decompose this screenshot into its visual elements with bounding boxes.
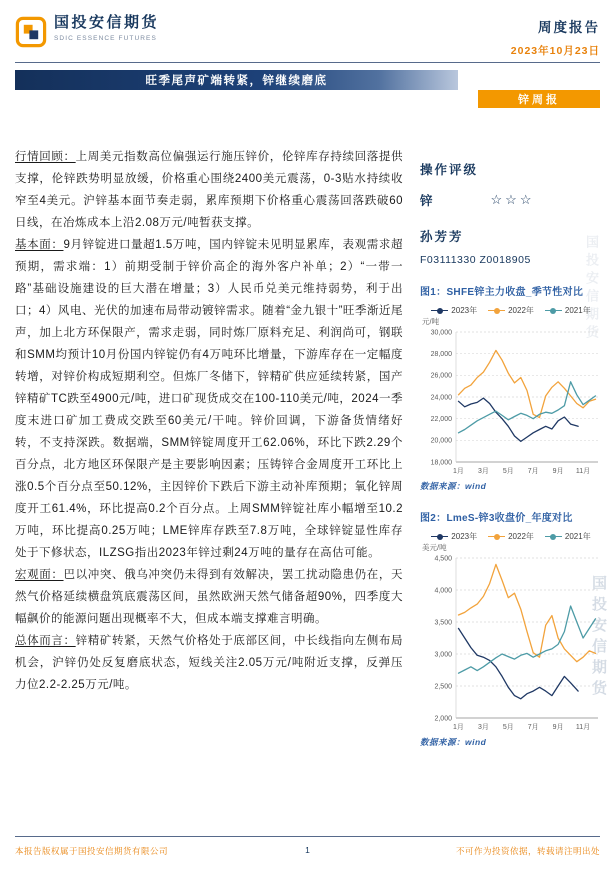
company-logo [15, 14, 159, 58]
report-title: 旺季尾声矿端转紧，锌继续磨底 [145, 75, 328, 87]
svg-text:28,000: 28,000 [430, 351, 452, 359]
header-right [511, 14, 600, 58]
logo-text [54, 14, 159, 42]
legend-item [431, 531, 477, 542]
chart1-source: 数据来源：wind [420, 481, 487, 491]
chart2-caption: 图2：LmeS-锌3收盘价_年度对比 [420, 513, 573, 524]
svg-text:9月: 9月 [552, 468, 564, 475]
rating-row [420, 191, 602, 209]
svg-text:22,000: 22,000 [430, 416, 452, 424]
chart2-line-chart [420, 554, 602, 732]
svg-text:30,000: 30,000 [430, 329, 452, 337]
zinc-weekly-tab [478, 90, 600, 108]
legend-marker-icon [545, 533, 562, 541]
series-line-1 [459, 350, 596, 417]
series-line-2 [459, 606, 596, 673]
legend-marker-icon [488, 533, 505, 541]
footer-page-number: 1 [305, 845, 310, 855]
body-paragraph: 宏观面：巴以冲突、俄乌冲突仍未得到有效解决，罢工扰动隐患仍在，天然气价格延续横盘筑底震荡区间，虽然欧洲天然气储备超90%，四季度大幅飙价的能源问题出现概率不大，但成本端支撑难言明确。 [15, 569, 403, 625]
svg-text:2,500: 2,500 [434, 683, 452, 691]
legend-marker-icon [431, 533, 448, 541]
legend-marker-icon [431, 307, 448, 315]
chart2-source: 数据来源：wind [420, 737, 487, 747]
analyst-codes: F03111330 Z0018905 [420, 254, 531, 266]
legend-label: 2021年 [564, 306, 591, 315]
company-logo-icon [15, 16, 47, 48]
footer-copyright: 本报告版权属于国投安信期货有限公司 [15, 846, 169, 856]
svg-text:24,000: 24,000 [430, 394, 452, 402]
logo-text-en: SDIC ESSENCE FUTURES [54, 34, 157, 42]
footer-divider [15, 836, 600, 837]
series-line-0 [459, 398, 579, 441]
zinc-weekly-tab-label: 锌周报 [518, 94, 560, 106]
svg-text:3,000: 3,000 [434, 651, 452, 659]
line-chart-svg [420, 554, 602, 732]
paragraph-lead: 宏观面： [15, 569, 64, 581]
svg-text:18,000: 18,000 [430, 459, 452, 467]
svg-text:3月: 3月 [477, 724, 489, 731]
header-divider [15, 62, 600, 63]
body-paragraph: 基本面：9月锌锭进口量超1.5万吨，国内锌锭未见明显累库，表观需求超预期，需求端：1）前期受制于锌价高企的海外客户补单；2）“一带一路”基础设施建设的巨大潜在增量；3）人民币兑美元维持弱势，利于出口；4）风电、光伏的加速布局带动镀锌需求。随着“金九银十”旺季渐近尾声，加上北方环保限产，需求走弱，同时炼厂原料充足、利润尚可，钢联和SMM均预计10月份国内锌锭仍有4万吨环比增量，下游库存在一定幅度转增，对锌价构成短期利空。但炼厂冬储下，锌精矿供应延续转紧，国产锌精矿TC跌至4900元/吨，进口矿现货成交在100-110美元/吨，2024一季度末进口矿加工费成交跌至60美元/干吨。锌价回调，下游备货情绪好转，不支持深跌。数据端，SMM锌锭周度开工62.06%，环比下跌2.29个百分点，北方地区环保限产是主要影响因素；压铸锌合金周度开工环比上涨0.5个百分点至50.12%，主因锌价下跌后下游主动补库预期；氧化锌周度开工61.4%，环比提高0.2个百分点。上周SMM锌锭社库小幅增至10.2万吨，环比提高0.25万吨；LME锌库存跌至7.8万吨，全球锌锭显性库存处于下修状态，ILZSG指出2023年锌过剩24万吨的量存在高估可能。 [15, 239, 403, 559]
legend-item [431, 305, 477, 316]
footer [15, 845, 600, 859]
svg-text:9月: 9月 [552, 724, 564, 731]
title-banner [15, 70, 458, 90]
report-date: 2023年10月23日 [510, 45, 600, 57]
chart2-legend [420, 531, 602, 542]
chart2-unit: 美元/吨 [422, 543, 447, 552]
legend-item [545, 305, 591, 316]
chart1-legend [420, 305, 602, 316]
legend-label: 2021年 [564, 532, 591, 541]
legend-marker-icon [488, 307, 505, 315]
paragraph-lead: 行情回顾： [15, 151, 76, 163]
header [15, 14, 600, 58]
rating-stars: ☆☆☆ [490, 192, 535, 207]
svg-text:11月: 11月 [575, 724, 591, 731]
svg-text:20,000: 20,000 [430, 437, 452, 445]
svg-text:1月: 1月 [453, 468, 464, 475]
logo-text-cn: 国投安信期货 [54, 14, 160, 31]
series-line-1 [459, 564, 596, 661]
line-chart-svg [420, 328, 602, 476]
legend-label: 2022年 [508, 532, 534, 541]
chart-block-lme [420, 509, 602, 748]
footer-disclaimer: 不可作为投资依据，转载请注明出处 [455, 846, 600, 856]
legend-label: 2022年 [508, 306, 534, 315]
body-paragraph: 总体而言：锌精矿转紧，天然气价格处于底部区间，中长线指向左侧布局机会，沪锌仍处反复磨底状态，短线关注2.05万元/吨附近支撑，反弹压力位2.2-2.25万元/吨。 [15, 635, 404, 691]
report-type-label: 周度报告 [538, 20, 600, 35]
legend-item [488, 305, 534, 316]
legend-item [488, 531, 534, 542]
svg-text:2,000: 2,000 [434, 715, 452, 723]
legend-label: 2023年 [451, 532, 478, 541]
analyst-name: 孙芳芳 [420, 230, 464, 244]
legend-marker-icon [545, 307, 562, 315]
chart1-line-chart [420, 328, 602, 476]
svg-text:26,000: 26,000 [430, 372, 452, 380]
paragraph-lead: 基本面： [15, 239, 64, 251]
paragraph-lead: 总体而言： [15, 635, 76, 647]
body-text [15, 146, 403, 696]
sidebar [420, 160, 602, 748]
rating-label: 操作评级 [420, 163, 479, 177]
svg-text:1月: 1月 [453, 724, 464, 731]
svg-text:3月: 3月 [477, 468, 489, 475]
watermark-vertical: 国投安信期货 [590, 575, 607, 701]
legend-label: 2023年 [451, 306, 478, 315]
svg-text:5月: 5月 [502, 468, 514, 475]
svg-text:11月: 11月 [575, 468, 591, 475]
svg-text:7月: 7月 [527, 468, 539, 475]
svg-text:3,500: 3,500 [434, 619, 452, 627]
svg-text:4,000: 4,000 [434, 587, 452, 595]
chart1-unit: 元/吨 [422, 317, 440, 326]
svg-text:4,500: 4,500 [434, 555, 452, 563]
chart1-caption: 图1：SHFE锌主力收盘_季节性对比 [420, 287, 584, 298]
watermark-vertical-faint: 国投安信期货 [584, 235, 599, 343]
legend-item [545, 531, 591, 542]
svg-text:5月: 5月 [502, 724, 514, 731]
rating-instrument: 锌 [420, 194, 433, 208]
chart-block-shfe [420, 283, 602, 492]
svg-text:7月: 7月 [527, 724, 539, 731]
body-paragraph: 行情回顾：上周美元指数高位偏强运行施压锌价，伦锌库存持续回落提供支撑，伦锌跌势明显放缓，价格重心围绕2400美元震荡，0-3贴水持续收窄至4美元。沪锌基本面节奏走弱，累库预期下价格重心震荡回落跌破60日线，在冶炼成本上沿2.08万元/吨暂获支撑。 [15, 151, 404, 229]
